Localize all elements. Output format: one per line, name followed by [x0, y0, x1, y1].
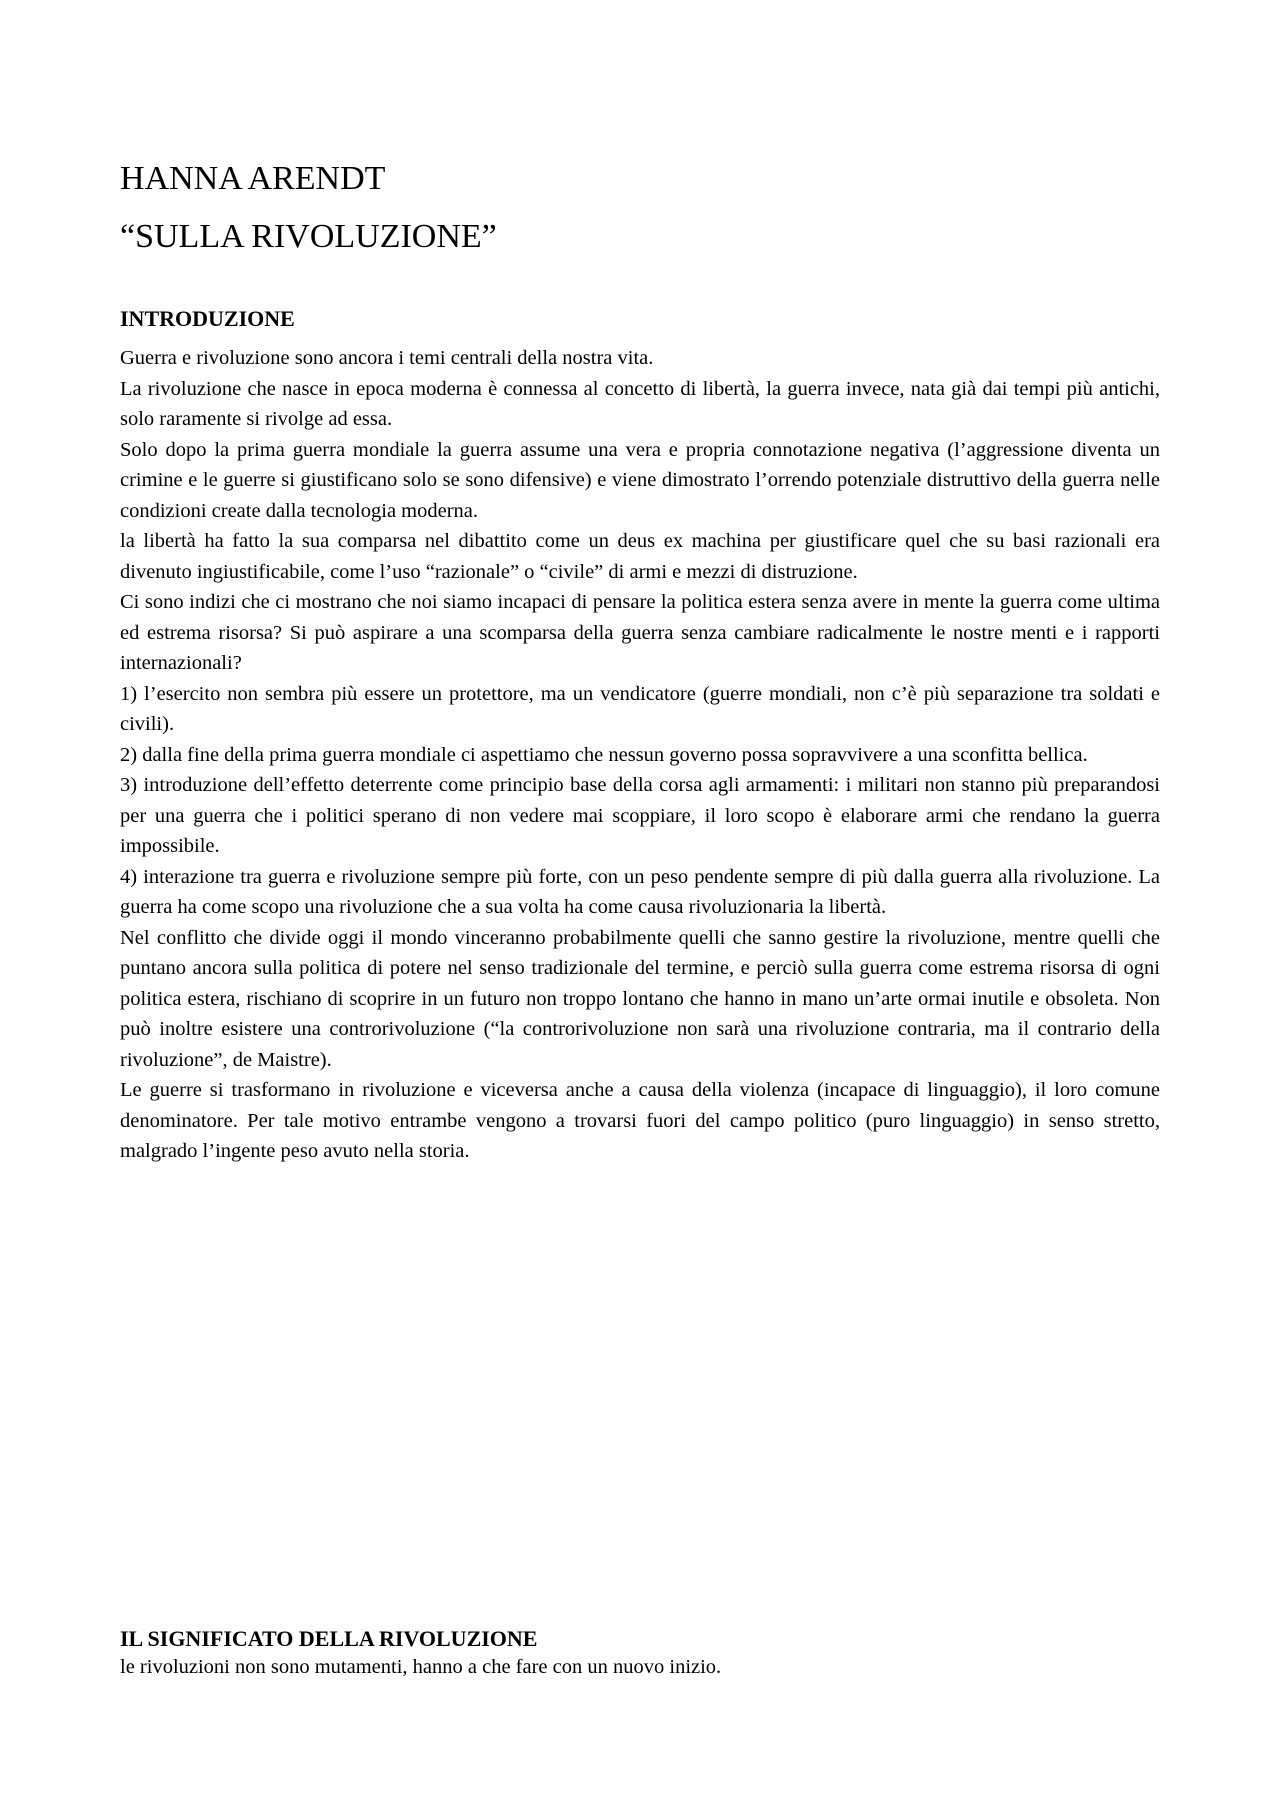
document-title-block — [120, 150, 497, 266]
paragraph: Solo dopo la prima guerra mondiale la guerra assume una vera e propria connotazione negativa (l’aggressione diventa un crimine e le guerre si giustificano solo se sono difensive) e viene dimostrato l’orrendo potenziale distruttivo della guerra nelle condizioni create dalla tecnologia moderna. — [120, 438, 1160, 522]
paragraph: Le guerre si trasformano in rivoluzione e viceversa anche a causa della violenza (incapace di linguaggio), il loro comune denominatore. Per tale motivo entrambe vengono a trovarsi fuori del campo politico (puro linguaggio) in senso stretto, malgrado l’ingente peso avuto nella storia. — [120, 1079, 1160, 1162]
book-title: “SULLA RIVOLUZIONE” — [120, 218, 497, 255]
introduzione-body — [120, 343, 1160, 1167]
author-name: HANNA ARENDT — [120, 160, 386, 197]
significato-body: le rivoluzioni non sono mutamenti, hanno a che fare con un nuovo inizio. — [120, 1656, 722, 1678]
list-item-2: 2) dalla fine della prima guerra mondiale ci aspettiamo che nessun governo possa sopravvivere a una sconfitta bellica. — [120, 743, 1088, 766]
list-item-3: 3) introduzione dell’effetto deterrente come principio base della corsa agli armamenti: i militari non stanno più preparandosi per una guerra che i politici sperano di non vedere mai scoppiare, il loro scopo è elaborare armi che rendano la guerra impossibile. — [120, 774, 1160, 857]
paragraph: la libertà ha fatto la sua comparsa nel dibattito come un deus ex machina per giustificare quel che su basi razionali era divenuto ingiustificabile, come l’uso “razionale” o “civile” di armi e mezzi di distruzione. — [120, 530, 1160, 583]
section-heading-significato: IL SIGNIFICATO DELLA RIVOLUZIONE — [120, 1626, 538, 1651]
list-item-4: 4) interazione tra guerra e rivoluzione sempre più forte, con un peso pendente sempre di più dalla guerra alla rivoluzione. La guerra ha come scopo una rivoluzione che a sua volta ha come causa rivoluzionaria la libertà. — [120, 865, 1160, 918]
list-item-1: 1) l’esercito non sembra più essere un protettore, ma un vendicatore (guerre mondiali, non c’è più separazione tra soldati e civili). — [120, 682, 1160, 735]
paragraph: Guerra e rivoluzione sono ancora i temi centrali della nostra vita. — [120, 347, 654, 369]
paragraph: La rivoluzione che nasce in epoca moderna è connessa al concetto di libertà, la guerra invece, nata già dai tempi più antichi, solo raramente si rivolge ad essa. — [120, 377, 1160, 430]
section-heading-introduzione: INTRODUZIONE — [120, 306, 295, 331]
paragraph: Ci sono indizi che ci mostrano che noi siamo incapaci di pensare la politica estera senza avere in mente la guerra come ultima ed estrema risorsa? Si può aspirare a una scomparsa della guerra senza cambiare radicalmente le nostre menti e i rapporti internazionali? — [120, 591, 1160, 674]
paragraph: Nel conflitto che divide oggi il mondo vinceranno probabilmente quelli che sanno gestire la rivoluzione, mentre quelli che puntano ancora sulla politica di potere nel senso tradizionale del termine, e perciò sulla guerra come estrema risorsa di ogni politica estera, rischiano di scoprire in un futuro non troppo lontano che hanno in mano un’arte ormai inutile e obsoleta. Non può inoltre esistere una controrivoluzione (“la controrivoluzione non sarà una rivoluzione contraria, ma il contrario della rivoluzione”, de Maistre). — [120, 926, 1160, 1071]
